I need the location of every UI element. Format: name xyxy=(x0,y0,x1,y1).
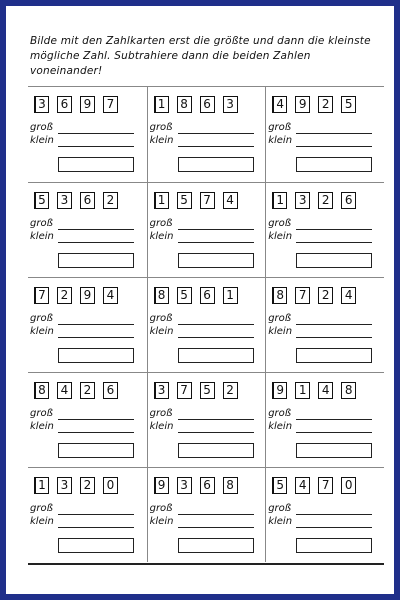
worksheet xyxy=(28,28,384,584)
answer-line-klein[interactable] xyxy=(296,432,372,433)
difference-answer-box[interactable] xyxy=(178,253,254,268)
number-card: 2 xyxy=(80,382,95,399)
label-gross: groß xyxy=(268,408,292,419)
number-card: 2 xyxy=(318,192,333,209)
label-gross: groß xyxy=(30,122,53,133)
difference-answer-box[interactable] xyxy=(296,443,372,458)
label-klein: klein xyxy=(30,135,54,146)
number-card: 1 xyxy=(34,477,49,494)
number-cards xyxy=(272,96,356,113)
answer-line-klein[interactable] xyxy=(58,432,134,433)
exercise-cell xyxy=(265,277,384,372)
number-card: 0 xyxy=(103,477,118,494)
label-gross: groß xyxy=(268,218,292,229)
answer-line-gross[interactable] xyxy=(178,324,254,325)
number-cards xyxy=(154,287,238,304)
answer-line-gross[interactable] xyxy=(58,324,134,325)
number-card: 4 xyxy=(295,477,310,494)
label-klein: klein xyxy=(149,421,174,432)
number-cards xyxy=(34,382,118,399)
number-card: 6 xyxy=(341,192,356,209)
label-gross: groß xyxy=(149,218,173,229)
label-klein: klein xyxy=(149,135,174,146)
answer-line-klein[interactable] xyxy=(178,242,254,243)
number-card: 9 xyxy=(272,382,287,399)
label-klein: klein xyxy=(268,326,293,337)
number-card: 8 xyxy=(154,287,169,304)
exercise-cell xyxy=(265,182,384,277)
answer-line-gross[interactable] xyxy=(58,229,134,230)
label-gross: groß xyxy=(149,122,173,133)
number-cards xyxy=(154,477,238,494)
label-gross: groß xyxy=(268,503,292,514)
answer-line-klein[interactable] xyxy=(178,432,254,433)
difference-answer-box[interactable] xyxy=(58,348,134,363)
answer-line-gross[interactable] xyxy=(178,514,254,515)
number-card: 7 xyxy=(34,287,49,304)
label-klein: klein xyxy=(149,231,174,242)
number-card: 2 xyxy=(318,96,333,113)
answer-line-klein[interactable] xyxy=(178,527,254,528)
number-card: 2 xyxy=(80,477,95,494)
difference-answer-box[interactable] xyxy=(296,538,372,553)
answer-line-klein[interactable] xyxy=(58,527,134,528)
label-gross: groß xyxy=(149,408,173,419)
label-gross: groß xyxy=(30,313,53,324)
number-card: 4 xyxy=(57,382,72,399)
label-klein: klein xyxy=(268,231,293,242)
number-card: 8 xyxy=(34,382,49,399)
number-cards xyxy=(154,96,238,113)
exercise-cell xyxy=(265,87,384,182)
number-card: 5 xyxy=(177,192,192,209)
answer-line-gross[interactable] xyxy=(296,514,372,515)
difference-answer-box[interactable] xyxy=(296,157,372,172)
number-card: 5 xyxy=(34,192,49,209)
answer-line-gross[interactable] xyxy=(296,419,372,420)
answer-line-klein[interactable] xyxy=(58,146,134,147)
answer-line-klein[interactable] xyxy=(296,337,372,338)
answer-line-gross[interactable] xyxy=(178,229,254,230)
number-card: 0 xyxy=(341,477,356,494)
answer-line-klein[interactable] xyxy=(296,527,372,528)
number-card: 8 xyxy=(177,96,192,113)
exercise-cell xyxy=(147,467,266,562)
answer-line-gross[interactable] xyxy=(58,514,134,515)
number-card: 5 xyxy=(341,96,356,113)
exercise-cell xyxy=(147,372,266,467)
number-card: 3 xyxy=(223,96,238,113)
label-klein: klein xyxy=(268,421,293,432)
number-cards xyxy=(34,96,118,113)
number-cards xyxy=(154,382,238,399)
number-card: 6 xyxy=(200,96,215,113)
number-card: 2 xyxy=(103,192,118,209)
number-card: 3 xyxy=(57,477,72,494)
label-gross: groß xyxy=(30,503,53,514)
number-cards xyxy=(34,287,118,304)
difference-answer-box[interactable] xyxy=(296,348,372,363)
answer-line-klein[interactable] xyxy=(296,146,372,147)
label-klein: klein xyxy=(149,516,174,527)
answer-line-klein[interactable] xyxy=(58,337,134,338)
answer-line-klein[interactable] xyxy=(58,242,134,243)
label-gross: groß xyxy=(30,218,53,229)
answer-line-gross[interactable] xyxy=(58,133,134,134)
exercise-cell xyxy=(147,87,266,182)
exercise-cell xyxy=(28,277,147,372)
difference-answer-box[interactable] xyxy=(296,253,372,268)
number-cards xyxy=(34,192,118,209)
number-card: 6 xyxy=(103,382,118,399)
number-card: 4 xyxy=(103,287,118,304)
exercise-cell xyxy=(265,467,384,562)
label-klein: klein xyxy=(30,516,54,527)
number-card: 4 xyxy=(341,287,356,304)
exercise-cell xyxy=(265,372,384,467)
answer-line-klein[interactable] xyxy=(296,242,372,243)
number-card: 5 xyxy=(177,287,192,304)
exercise-cell xyxy=(147,277,266,372)
number-card: 1 xyxy=(223,287,238,304)
number-card: 6 xyxy=(200,287,215,304)
number-cards xyxy=(272,382,356,399)
label-klein: klein xyxy=(30,421,54,432)
number-card: 3 xyxy=(57,192,72,209)
number-card: 7 xyxy=(103,96,118,113)
label-klein: klein xyxy=(268,516,293,527)
number-card: 4 xyxy=(223,192,238,209)
number-card: 1 xyxy=(295,382,310,399)
number-card: 8 xyxy=(272,287,287,304)
instructions-text: Bilde mit den Zahlkarten erst die größte und dann die kleinste mögliche Zahl. Subtrahiere dann die beiden Zahlen voneinander! xyxy=(30,35,371,77)
number-cards xyxy=(272,477,356,494)
number-card: 1 xyxy=(272,192,287,209)
answer-line-gross[interactable] xyxy=(178,133,254,134)
exercise-grid xyxy=(28,86,384,565)
answer-line-gross[interactable] xyxy=(58,419,134,420)
label-klein: klein xyxy=(149,326,174,337)
exercise-cell xyxy=(28,87,147,182)
number-card: 2 xyxy=(57,287,72,304)
number-card: 3 xyxy=(154,382,169,399)
number-card: 4 xyxy=(272,96,287,113)
number-cards xyxy=(272,287,356,304)
number-card: 6 xyxy=(80,192,95,209)
difference-answer-box[interactable] xyxy=(178,157,254,172)
difference-answer-box[interactable] xyxy=(58,443,134,458)
label-klein: klein xyxy=(30,231,54,242)
difference-answer-box[interactable] xyxy=(178,348,254,363)
number-cards xyxy=(154,192,238,209)
number-card: 9 xyxy=(295,96,310,113)
number-card: 2 xyxy=(223,382,238,399)
number-card: 5 xyxy=(200,382,215,399)
number-card: 4 xyxy=(318,382,333,399)
number-card: 7 xyxy=(177,382,192,399)
number-card: 9 xyxy=(80,96,95,113)
answer-line-klein[interactable] xyxy=(178,337,254,338)
number-card: 7 xyxy=(200,192,215,209)
number-card: 3 xyxy=(34,96,49,113)
difference-answer-box[interactable] xyxy=(58,157,134,172)
number-card: 6 xyxy=(57,96,72,113)
number-cards xyxy=(34,477,118,494)
number-card: 8 xyxy=(341,382,356,399)
difference-answer-box[interactable] xyxy=(58,253,134,268)
number-card: 7 xyxy=(318,477,333,494)
exercise-cell xyxy=(28,467,147,562)
label-klein: klein xyxy=(30,326,54,337)
label-gross: groß xyxy=(149,503,173,514)
number-cards xyxy=(272,192,356,209)
difference-answer-box[interactable] xyxy=(58,538,134,553)
difference-answer-box[interactable] xyxy=(178,538,254,553)
answer-line-gross[interactable] xyxy=(178,419,254,420)
label-gross: groß xyxy=(268,313,292,324)
exercise-cell xyxy=(147,182,266,277)
number-card: 1 xyxy=(154,192,169,209)
number-card: 3 xyxy=(177,477,192,494)
label-klein: klein xyxy=(268,135,293,146)
label-gross: groß xyxy=(268,122,292,133)
label-gross: groß xyxy=(30,408,53,419)
number-card: 8 xyxy=(223,477,238,494)
label-gross: groß xyxy=(149,313,173,324)
answer-line-gross[interactable] xyxy=(296,229,372,230)
exercise-cell xyxy=(28,372,147,467)
number-card: 9 xyxy=(80,287,95,304)
difference-answer-box[interactable] xyxy=(178,443,254,458)
number-card: 3 xyxy=(295,192,310,209)
number-card: 1 xyxy=(154,96,169,113)
number-card: 9 xyxy=(154,477,169,494)
number-card: 5 xyxy=(272,477,287,494)
number-card: 2 xyxy=(318,287,333,304)
number-card: 7 xyxy=(295,287,310,304)
answer-line-klein[interactable] xyxy=(178,146,254,147)
exercise-cell xyxy=(28,182,147,277)
answer-line-gross[interactable] xyxy=(296,133,372,134)
number-card: 6 xyxy=(200,477,215,494)
answer-line-gross[interactable] xyxy=(296,324,372,325)
